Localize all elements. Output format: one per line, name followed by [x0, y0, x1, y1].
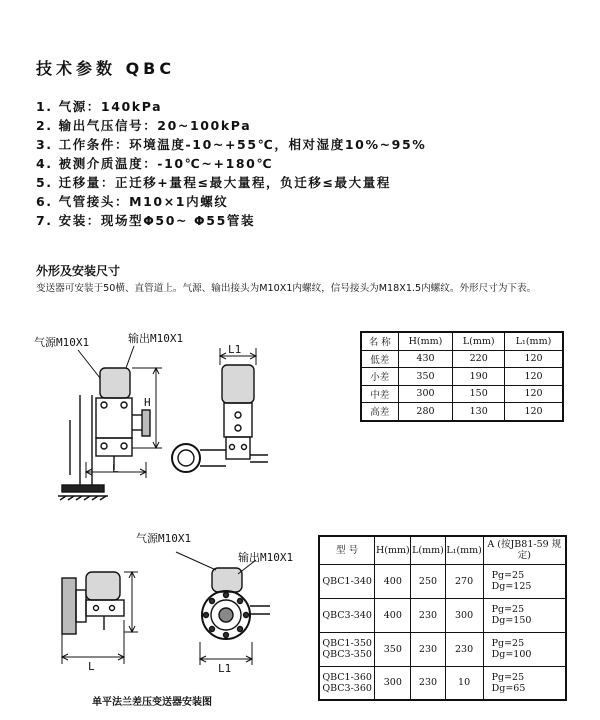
spec-item: 4. 被测介质温度：-10℃~+180℃: [36, 156, 274, 171]
table-cell: 中差: [361, 385, 398, 403]
table-row: [319, 666, 566, 700]
table-cell: 120: [505, 350, 563, 368]
table-cell: 120: [505, 368, 563, 386]
table-cell: 低差: [361, 350, 398, 368]
dg-value: Dg=125: [491, 581, 532, 592]
dim-h-label: H: [144, 396, 151, 409]
table-cell: 400: [375, 564, 411, 598]
air-source-label: 气源M10X1: [34, 336, 90, 349]
table-header-cell: L₁(mm): [505, 332, 563, 350]
table-cell: QBC1-340: [319, 564, 375, 598]
table-cell: 400: [375, 598, 411, 632]
table-cell: 270: [445, 564, 483, 598]
output-label: 输出M10X1: [128, 332, 184, 345]
table-cell: 小差: [361, 368, 398, 386]
output-label: 输出M10X1: [238, 551, 294, 564]
table-cell: [483, 666, 566, 700]
dim-l1-label: L1: [218, 662, 232, 675]
pg-value: Pg=25: [491, 604, 525, 615]
table-header-cell: A (按JB81-59 规定): [483, 536, 566, 564]
table-header-cell: H(mm): [398, 332, 453, 350]
table-header-cell: L₁(mm): [445, 536, 483, 564]
table-cell: [483, 564, 566, 598]
table-row: [361, 350, 563, 368]
table-cell: 350: [375, 632, 411, 666]
dim-l-label: L: [88, 660, 95, 673]
table-cell: 350: [398, 368, 453, 386]
spec-item: 3. 工作条件：环境温度-10~+55℃，相对湿度10%~95%: [36, 137, 427, 152]
table-cell: 220: [453, 350, 505, 368]
air-source-label: 气源M10X1: [136, 532, 192, 545]
dg-value: Dg=100: [491, 649, 532, 660]
transmitter-side-view: [58, 346, 162, 500]
table-cell: 120: [505, 403, 563, 421]
flange-transmitter-side-view: [62, 572, 138, 664]
dim-l-label: L: [112, 462, 119, 475]
table-cell: 300: [445, 598, 483, 632]
table-cell: 10: [445, 666, 483, 700]
table-cell: 430: [398, 350, 453, 368]
table-cell: QBC1-350 QBC3-350: [319, 632, 375, 666]
table-cell: [483, 632, 566, 666]
table-row: [361, 385, 563, 403]
table-cell: 高差: [361, 403, 398, 421]
table-row: [319, 632, 566, 666]
flange-transmitter-front-view: [176, 552, 270, 665]
dim-l1-label: L1: [228, 343, 242, 356]
table-header-cell: 型 号: [319, 536, 375, 564]
spec-item: 5. 迁移量：正迁移+量程≤最大量程，负迁移≤最大量程: [36, 175, 391, 190]
figure-caption: 单平法兰差压变送器安装图: [92, 697, 212, 708]
dg-value: Dg=150: [491, 615, 532, 626]
table-row: [361, 368, 563, 386]
spec-item: 6. 气管接头：M10×1内螺纹: [36, 194, 229, 209]
spec-item: 1. 气源：140kPa: [36, 99, 163, 114]
table-cell: [483, 598, 566, 632]
table-cell: QBC3-340: [319, 598, 375, 632]
dimension-table-2: [318, 535, 567, 701]
dimension-table-1: [360, 331, 564, 422]
table-cell: 230: [411, 666, 445, 700]
table-cell: 300: [398, 385, 453, 403]
table-row: [319, 564, 566, 598]
dg-value: Dg=65: [491, 682, 526, 694]
table-cell: 150: [453, 385, 505, 403]
spec-item: 7. 安装：现场型Φ50~ Φ55管装: [36, 213, 256, 228]
spec-item: 2. 输出气压信号：20~100kPa: [36, 118, 252, 133]
pg-value: Pg=25: [491, 570, 525, 581]
table-header-cell: L(mm): [453, 332, 505, 350]
table-header-row: [361, 332, 563, 350]
table-cell: 120: [505, 385, 563, 403]
transmitter-front-view: [172, 348, 268, 472]
table-cell: 130: [453, 403, 505, 421]
pg-value: Pg=25: [491, 638, 525, 649]
table-cell: 230: [445, 632, 483, 666]
table-cell: 230: [411, 598, 445, 632]
table-cell: 280: [398, 403, 453, 421]
table-cell: 230: [411, 632, 445, 666]
table-header-cell: H(mm): [375, 536, 411, 564]
table-header-cell: 名 称: [361, 332, 398, 350]
table-cell: 190: [453, 368, 505, 386]
description-text: 变送器可安装于50横、直管道上。气源、输出接头为M10X1内螺纹，信号接头为M18X1.5内螺纹。外形尺寸为下表。: [36, 283, 537, 294]
table-row: [319, 598, 566, 632]
page-title: 技术参数 QBC: [36, 59, 176, 78]
table-header-row: [319, 536, 566, 564]
table-cell: 250: [411, 564, 445, 598]
pg-value: Pg=25: [491, 671, 525, 683]
table-header-cell: L(mm): [411, 536, 445, 564]
table-cell: QBC1-360 QBC3-360: [319, 666, 375, 700]
section-title: 外形及安装尺寸: [36, 264, 121, 278]
table-row: [361, 403, 563, 421]
table-cell: 300: [375, 666, 411, 700]
